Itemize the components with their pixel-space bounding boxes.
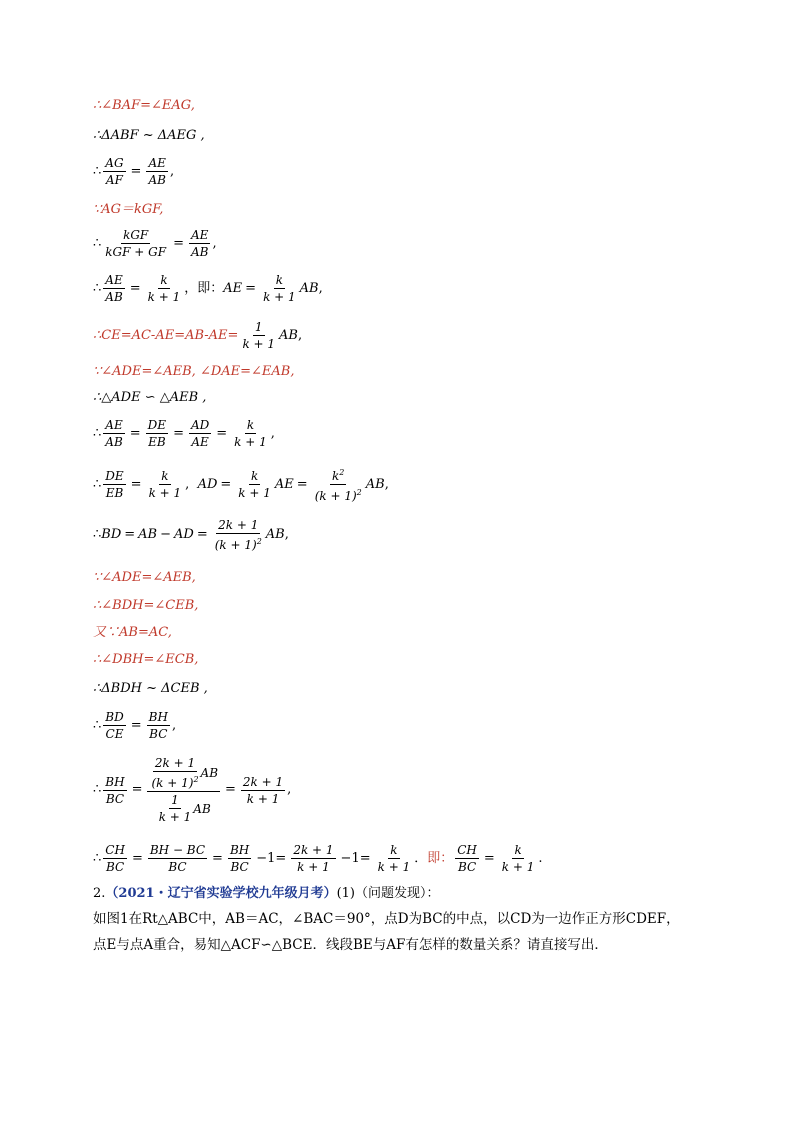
problem-text-line-2: 点E与点A重合，易知△ACF∽△BCE．线段BE与AF有怎样的数量关系？请直接写出． — [93, 937, 608, 953]
proof-line-1: ∴∠BAF=∠EAG, — [93, 98, 195, 113]
proof-line-13: ∵∠ADE=∠AEB, — [93, 570, 196, 585]
proof-line-16: ∴∠DBH=∠ECB, — [93, 652, 199, 667]
problem-text — [93, 906, 733, 958]
proof-line-18: ∴ $\frac{BD}{CE}$ = $\frac{BH}{BC}$ , — [93, 710, 177, 741]
proof-line-14: ∴∠BDH=∠CEB, — [93, 598, 199, 613]
problem-header — [93, 886, 440, 902]
proof-line-5: ∴ kGF kGF + GF = $\frac{AE}{AB}$ , — [93, 228, 217, 259]
proof-line-10: ∴ $\frac{AE}{AB}$ = $\frac{DE}{EB}$ = $\frac{AD}{AE}$ = $\frac{k}{k + 1}$ , — [93, 418, 275, 449]
proof-line-19: ∴ $\frac{BH}{BC}$ = 2k + 1 $(k + 1)^2$ AB 1 k + 1 AB = $\frac{2k + 1}{k + 1}$ , — [93, 756, 292, 824]
problem-source: （2021・辽宁省实验学校九年级月考） — [105, 886, 337, 901]
proof-line-12: ∴ BD = AB − AD = $\frac{2k + 1}{(k + 1)^2}$ AB , — [93, 518, 289, 552]
proof-line-3: ∴ $\frac{AG}{AF}$ = $\frac{AE}{AB}$ , — [93, 156, 175, 187]
proof-line-8: ∵∠ADE=∠AEB, ∠DAE=∠EAB, — [93, 364, 295, 379]
problem-number: 2. — [93, 886, 106, 901]
proof-line-4: ∵AG＝kGF, — [93, 202, 164, 217]
proof-line-11: ∴ $\frac{DE}{EB}$ = $\frac{k}{k + 1}$ , AD = $\frac{k}{k + 1}$ AE = $\frac{k^2}{(k + 1)^2}$ AB , — [93, 468, 389, 503]
proof-line-6: ∴ $\frac{AE}{AB}$ = $\frac{k}{k + 1}$ ，即： AE = $\frac{k}{k + 1}$ AB , — [93, 273, 323, 304]
proof-line-17: ∴ΔBDH ~ ΔCEB , — [93, 681, 208, 696]
proof-line-2: ∴ΔABF ~ ΔAEG , — [93, 128, 205, 143]
proof-line-9: ∴△ADE ∽ △AEB , — [93, 390, 207, 405]
problem-part: (1)（问题发现）： — [336, 886, 440, 901]
proof-line-15: 又∵AB=AC, — [93, 625, 172, 640]
proof-line-20: ∴ $\frac{CH}{BC}$ = $\frac{BH - BC}{BC}$ = $\frac{BH}{BC}$ −1= $\frac{2k + 1}{k + 1}$ −1= $\frac{k}{k + 1}$ ． 即： $\frac{CH}{BC}$ = $\frac{k}{k + 1}$ . — [93, 843, 543, 874]
problem-text-line-1: 如图1在Rt△ABC中，AB＝AC，∠BAC＝90°，点D为BC的中点，以CD为一边作正方形CDEF， — [93, 911, 680, 927]
proof-line-7: ∴CE=AC-AE=AB-AE= $\frac{1}{k + 1}$ AB , — [93, 320, 303, 351]
